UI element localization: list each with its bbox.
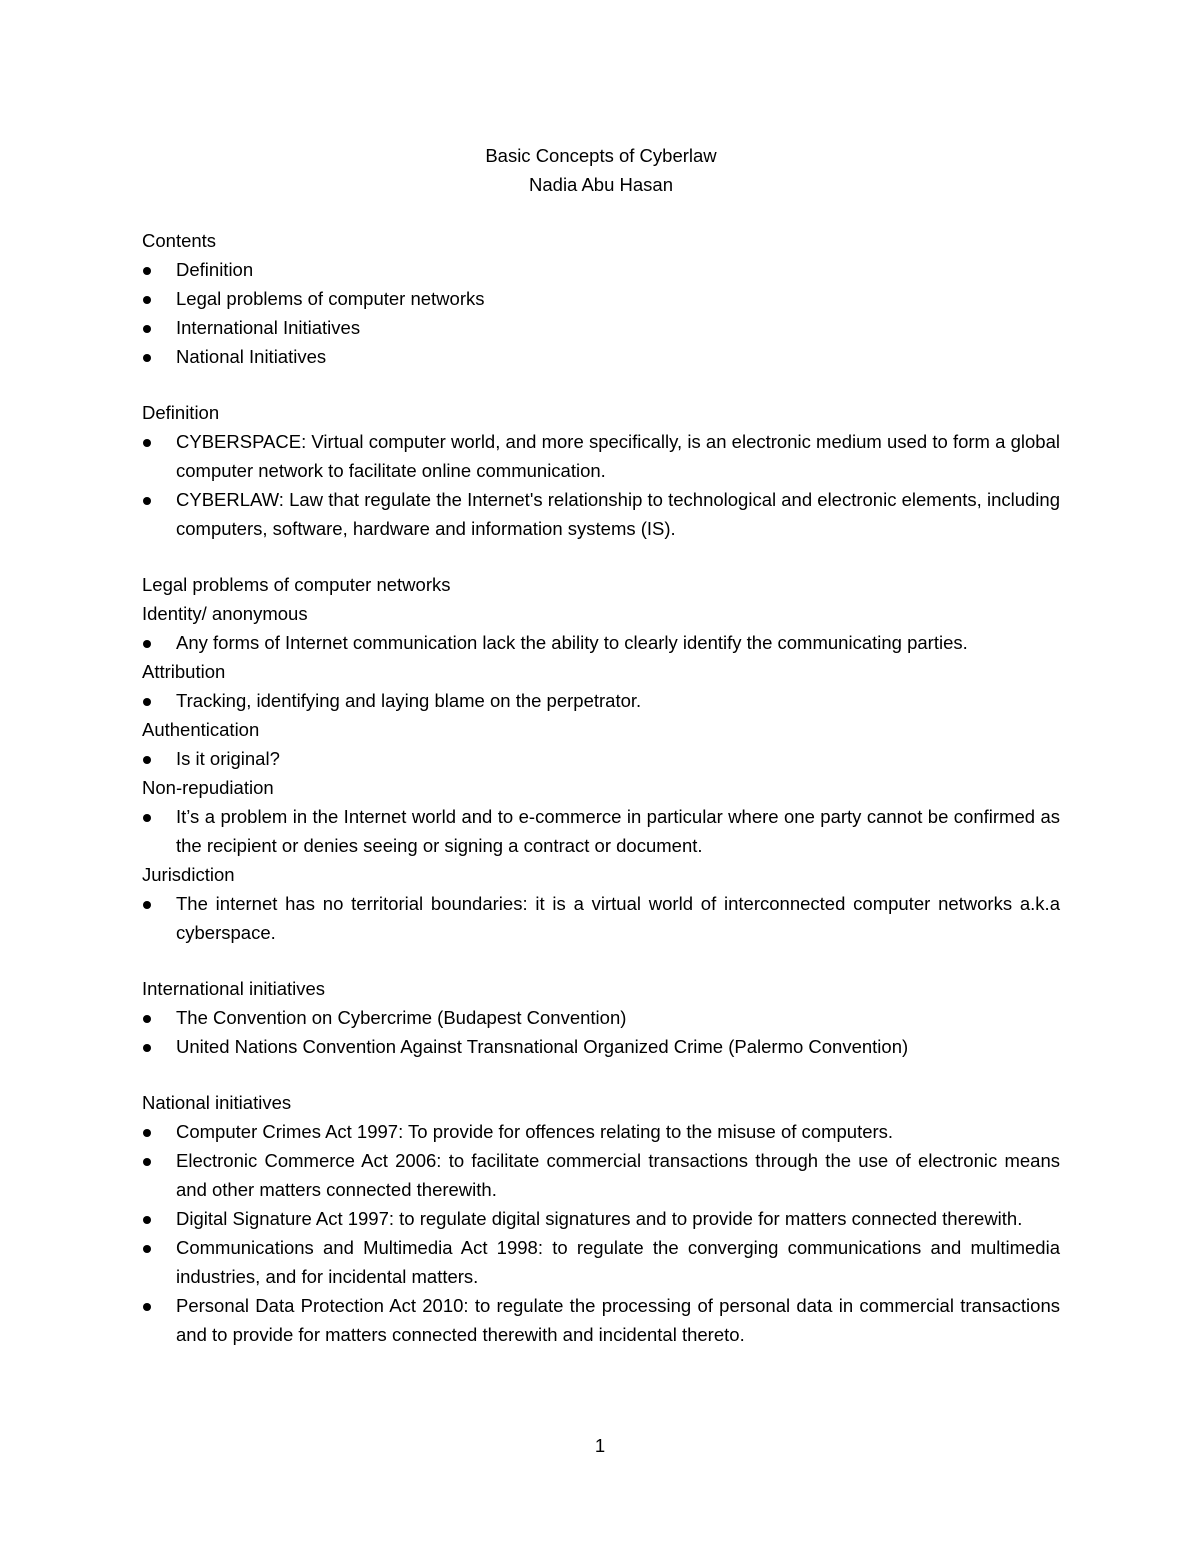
bullet-icon	[143, 439, 151, 447]
bullet-icon	[143, 1216, 151, 1224]
bullet-icon	[143, 325, 151, 333]
attribution-list	[142, 686, 1060, 715]
list-item	[142, 1117, 1060, 1146]
list-item-text: Computer Crimes Act 1997: To provide for offences relating to the misuse of computers.	[176, 1121, 894, 1142]
list-item-text: Digital Signature Act 1997: to regulate digital signatures and to provide for matters connected therewith.	[176, 1208, 1023, 1229]
list-item-text: International Initiatives	[176, 317, 361, 338]
bullet-icon	[143, 497, 151, 505]
list-item-text: It’s a problem in the Internet world and to e-commerce in particular where one party cannot be confirmed as the recipient or denies seeing or signing a contract or document.	[176, 806, 1060, 856]
bullet-icon	[143, 1044, 151, 1052]
list-item	[142, 628, 1060, 657]
list-item-text: Any forms of Internet communication lack the ability to clearly identify the communicating parties.	[176, 632, 968, 653]
list-item-text: National Initiatives	[176, 346, 327, 367]
list-item	[142, 889, 1060, 947]
document-author: Nadia Abu Hasan	[529, 174, 673, 195]
national-heading: National initiatives	[142, 1092, 292, 1113]
subsection-heading-identity: Identity/ anonymous	[142, 603, 308, 624]
bullet-icon	[143, 267, 151, 275]
bullet-icon	[143, 1015, 151, 1023]
subsection-heading-attribution: Attribution	[142, 661, 226, 682]
list-item	[142, 1204, 1060, 1233]
list-item	[142, 284, 1060, 313]
list-item-text: Legal problems of computer networks	[176, 288, 485, 309]
bullet-icon	[143, 296, 151, 304]
list-item	[142, 1233, 1060, 1291]
subsection-heading-non-repudiation: Non-repudiation	[142, 777, 274, 798]
bullet-icon	[143, 698, 151, 706]
subsection-heading-authentication: Authentication	[142, 719, 260, 740]
bullet-icon	[143, 1245, 151, 1253]
list-item	[142, 255, 1060, 284]
list-item	[142, 744, 1060, 773]
document-body	[142, 141, 1060, 1349]
bullet-icon	[143, 1158, 151, 1166]
document-title: Basic Concepts of Cyberlaw	[485, 145, 717, 166]
legal-problems-heading: Legal problems of computer networks	[142, 574, 451, 595]
list-item-text: Personal Data Protection Act 2010: to regulate the processing of personal data in commercial transactions and to provide for matters connected therewith and incidental thereto.	[176, 1295, 1060, 1345]
bullet-icon	[143, 354, 151, 362]
list-item	[142, 1291, 1060, 1349]
list-item-text: The Convention on Cybercrime (Budapest Convention)	[176, 1007, 627, 1028]
jurisdiction-list	[142, 889, 1060, 947]
bullet-icon	[143, 814, 151, 822]
list-item	[142, 802, 1060, 860]
list-item-text: Electronic Commerce Act 2006: to facilitate commercial transactions through the use of electronic means and other matters connected therewith.	[176, 1150, 1060, 1200]
definition-heading: Definition	[142, 402, 220, 423]
list-item-text: Is it original?	[176, 748, 280, 769]
list-item	[142, 313, 1060, 342]
list-item	[142, 342, 1060, 371]
international-list	[142, 1003, 1060, 1061]
identity-list	[142, 628, 1060, 657]
list-item	[142, 1003, 1060, 1032]
list-item-text: Tracking, identifying and laying blame on the perpetrator.	[176, 690, 642, 711]
authentication-list	[142, 744, 1060, 773]
list-item-text: United Nations Convention Against Transnational Organized Crime (Palermo Convention)	[176, 1036, 909, 1057]
list-item-text: Definition	[176, 259, 254, 280]
subsection-heading-jurisdiction: Jurisdiction	[142, 864, 235, 885]
list-item	[142, 1032, 1060, 1061]
bullet-icon	[143, 1129, 151, 1137]
bullet-icon	[143, 640, 151, 648]
contents-list	[142, 255, 1060, 371]
list-item	[142, 485, 1060, 543]
list-item-text: The internet has no territorial boundaries: it is a virtual world of interconnected computer networks a.k.a cyberspace.	[176, 893, 1060, 943]
non-repudiation-list	[142, 802, 1060, 860]
definition-list	[142, 427, 1060, 543]
national-list	[142, 1117, 1060, 1349]
bullet-icon	[143, 901, 151, 909]
contents-heading: Contents	[142, 230, 217, 251]
international-heading: International initiatives	[142, 978, 326, 999]
list-item	[142, 427, 1060, 485]
list-item-text: CYBERLAW: Law that regulate the Internet's relationship to technological and electronic elements, including computers, software, hardware and information systems (IS).	[176, 489, 1060, 539]
list-item-text: Communications and Multimedia Act 1998: to regulate the converging communications and multimedia industries, and for incidental matters.	[176, 1237, 1060, 1287]
page-number: 1	[594, 1435, 606, 1456]
list-item-text: CYBERSPACE: Virtual computer world, and more specifically, is an electronic medium used to form a global computer network to facilitate online communication.	[176, 431, 1060, 481]
list-item	[142, 1146, 1060, 1204]
bullet-icon	[143, 756, 151, 764]
list-item	[142, 686, 1060, 715]
bullet-icon	[143, 1303, 151, 1311]
